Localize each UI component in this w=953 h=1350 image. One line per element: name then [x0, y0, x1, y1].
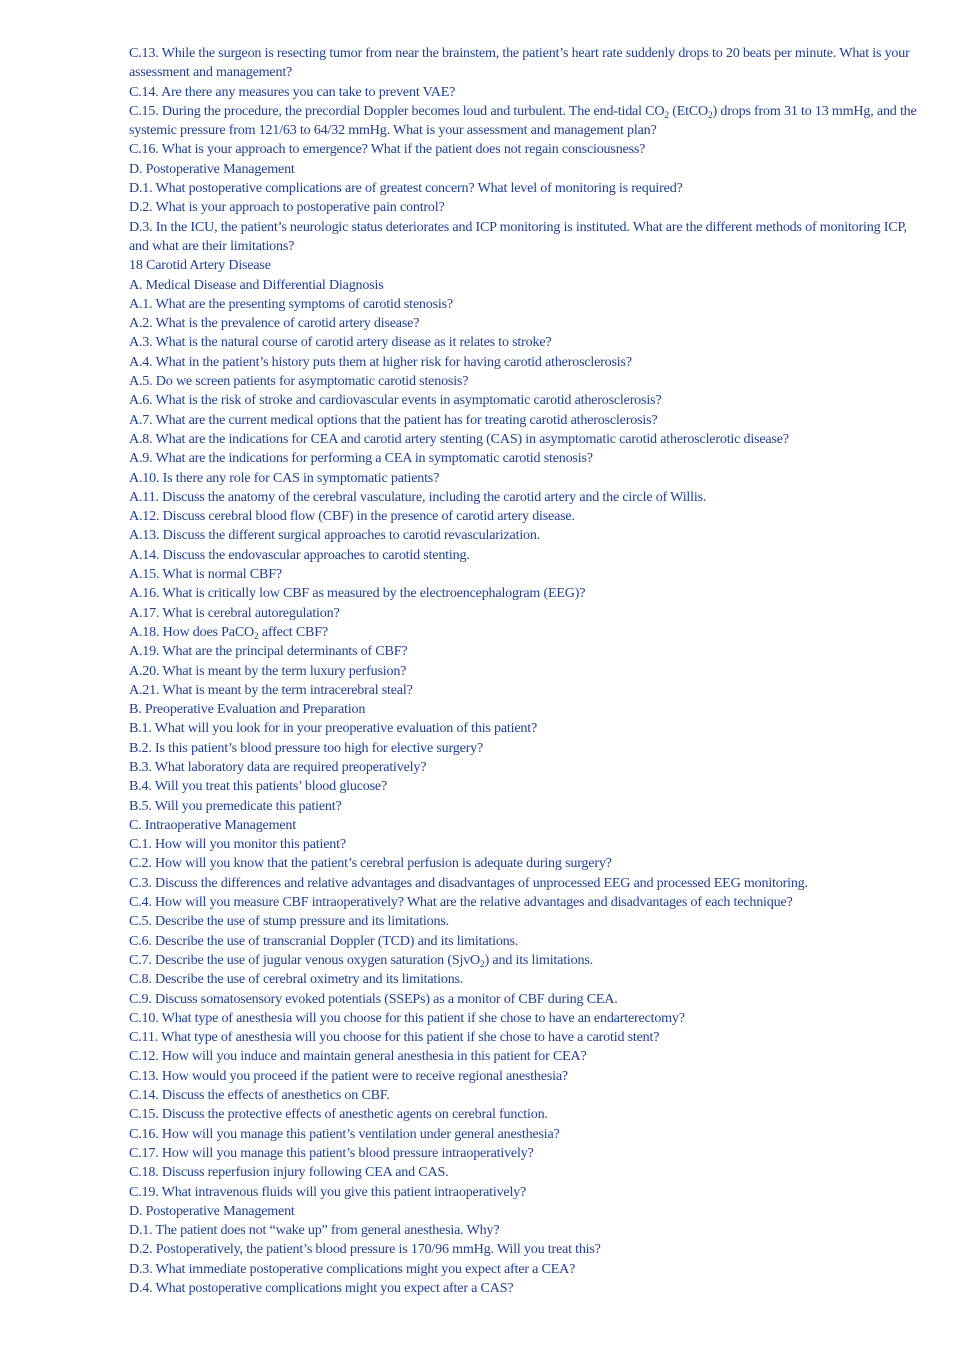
text-line: D.3. In the ICU, the patient’s neurologic status deteriorates and ICP monitoring is instituted. What are the different methods of monitoring ICP, and what are their limitations? — [129, 218, 907, 254]
text-line: D.2. What is your approach to postoperative pain control? — [129, 199, 445, 216]
text-segment: affect CBF? — [258, 623, 328, 640]
text-line: B.1. What will you look for in your preoperative evaluation of this patient? — [129, 720, 538, 737]
text-segment: ) drops from 31 to 13 mmHg, and the systemic pressure from 121/63 to 64/32 mmHg. What is your assessment and management plan? — [129, 102, 917, 139]
text-line: C.14. Are there any measures you can take to prevent VAE? — [129, 83, 456, 100]
text-line: A.20. What is meant by the term luxury perfusion? — [129, 662, 407, 679]
text-line: D.1. What postoperative complications are of greatest concern? What level of monitoring is required? — [129, 180, 683, 197]
text-line: A.5. Do we screen patients for asymptomatic carotid stenosis? — [129, 373, 469, 390]
text-line: A.14. Discuss the endovascular approaches to carotid stenting. — [129, 546, 470, 563]
text-segment: (EtCO — [668, 102, 709, 119]
text-line: B.2. Is this patient’s blood pressure too high for elective surgery? — [129, 739, 484, 756]
text-line: A.7. What are the current medical options that the patient has for treating carotid atherosclerosis? — [129, 411, 658, 428]
text-line: C.2. How will you know that the patient’s cerebral perfusion is adequate during surgery? — [129, 855, 612, 872]
text-line: A.8. What are the indications for CEA and carotid artery stenting (CAS) in asymptomatic carotid atherosclerotic disease? — [129, 430, 789, 447]
text-line — [129, 951, 919, 970]
document-page — [129, 44, 919, 1298]
text-line: D. Postoperative Management — [129, 1202, 295, 1219]
text-line: 18 Carotid Artery Disease — [129, 257, 271, 274]
text-line: C.11. What type of anesthesia will you choose for this patient if she chose to have a carotid stent? — [129, 1029, 660, 1046]
text-line: D.3. What immediate postoperative complications might you expect after a CEA? — [129, 1260, 576, 1277]
subscript: 2 — [254, 631, 259, 642]
text-line: B.3. What laboratory data are required preoperatively? — [129, 758, 427, 775]
text-line: D.2. Postoperatively, the patient’s blood pressure is 170/96 mmHg. Will you treat this? — [129, 1241, 601, 1258]
text-line: C.18. Discuss reperfusion injury following CEA and CAS. — [129, 1164, 449, 1181]
text-line: C.8. Describe the use of cerebral oximetry and its limitations. — [129, 971, 464, 988]
text-line: D. Postoperative Management — [129, 160, 295, 177]
text-line: B.5. Will you premedicate this patient? — [129, 797, 342, 814]
text-line: A.17. What is cerebral autoregulation? — [129, 604, 340, 621]
text-line: A.15. What is normal CBF? — [129, 566, 282, 583]
text-line: B.4. Will you treat this patients’ blood glucose? — [129, 778, 388, 795]
text-segment: A.18. How does PaCO — [129, 623, 254, 640]
text-segment: C.7. Describe the use of jugular venous oxygen saturation (SjvO — [129, 951, 481, 968]
text-line: C.6. Describe the use of transcranial Doppler (TCD) and its limitations. — [129, 932, 519, 949]
text-line: C.10. What type of anesthesia will you choose for this patient if she chose to have an endarterectomy? — [129, 1009, 685, 1026]
subscript: 2 — [708, 110, 713, 121]
text-line: A.11. Discuss the anatomy of the cerebral vasculature, including the carotid artery and the circle of Willis. — [129, 488, 707, 505]
text-line — [129, 102, 919, 141]
text-line — [129, 623, 919, 642]
text-line: A.2. What is the prevalence of carotid artery disease? — [129, 315, 420, 332]
text-line: A.16. What is critically low CBF as measured by the electroencephalogram (EEG)? — [129, 585, 586, 602]
text-line: A.19. What are the principal determinants of CBF? — [129, 643, 408, 660]
text-line: A.21. What is meant by the term intracerebral steal? — [129, 681, 413, 698]
text-line: C.16. How will you manage this patient’s ventilation under general anesthesia? — [129, 1125, 560, 1142]
text-line: C.13. While the surgeon is resecting tumor from near the brainstem, the patient’s heart rate suddenly drops to 20 beats per minute. What is your assessment and management? — [129, 45, 910, 81]
text-line: C.16. What is your approach to emergence? What if the patient does not regain consciousness? — [129, 141, 646, 158]
text-line: A.9. What are the indications for performing a CEA in symptomatic carotid stenosis? — [129, 450, 593, 467]
text-line: C.3. Discuss the differences and relative advantages and disadvantages of unprocessed EEG and processed EEG monitoring. — [129, 874, 808, 891]
text-line: C.4. How will you measure CBF intraoperatively? What are the relative advantages and disadvantages of each technique? — [129, 894, 793, 911]
text-line: A.4. What in the patient’s history puts them at higher risk for having carotid atherosclerosis? — [129, 353, 632, 370]
text-line: D.1. The patient does not “wake up” from general anesthesia. Why? — [129, 1222, 500, 1239]
text-line: C.13. How would you proceed if the patient were to receive regional anesthesia? — [129, 1067, 568, 1084]
text-line: D.4. What postoperative complications might you expect after a CAS? — [129, 1280, 514, 1296]
text-segment: ) and its limitations. — [484, 951, 593, 968]
text-line: C.9. Discuss somatosensory evoked potentials (SSEPs) as a monitor of CBF during CEA. — [129, 990, 618, 1007]
text-line: A.1. What are the presenting symptoms of carotid stenosis? — [129, 295, 453, 312]
text-line: C.14. Discuss the effects of anesthetics on CBF. — [129, 1087, 390, 1104]
text-line: C.1. How will you monitor this patient? — [129, 836, 346, 853]
text-line: C. Intraoperative Management — [129, 816, 296, 833]
text-line: C.17. How will you manage this patient’s blood pressure intraoperatively? — [129, 1144, 534, 1161]
text-line: A.3. What is the natural course of carotid artery disease as it relates to stroke? — [129, 334, 552, 351]
text-line: A.6. What is the risk of stroke and cardiovascular events in asymptomatic carotid atherosclerosis? — [129, 392, 662, 409]
subscript: 2 — [480, 959, 485, 970]
text-line: A.13. Discuss the different surgical approaches to carotid revascularization. — [129, 527, 541, 544]
text-line: C.15. Discuss the protective effects of anesthetic agents on cerebral function. — [129, 1106, 548, 1123]
text-segment: C.15. During the procedure, the precordial Doppler becomes loud and turbulent. The end-tidal CO — [129, 102, 665, 119]
text-line: C.19. What intravenous fluids will you give this patient intraoperatively? — [129, 1183, 527, 1200]
text-line: C.5. Describe the use of stump pressure and its limitations. — [129, 913, 449, 930]
text-line: A.12. Discuss cerebral blood flow (CBF) in the presence of carotid artery disease. — [129, 508, 575, 525]
text-line: A.10. Is there any role for CAS in symptomatic patients? — [129, 469, 440, 486]
text-line: A. Medical Disease and Differential Diagnosis — [129, 276, 384, 293]
text-line: C.12. How will you induce and maintain general anesthesia in this patient for CEA? — [129, 1048, 587, 1065]
text-line: B. Preoperative Evaluation and Preparation — [129, 701, 366, 718]
subscript: 2 — [664, 110, 669, 121]
